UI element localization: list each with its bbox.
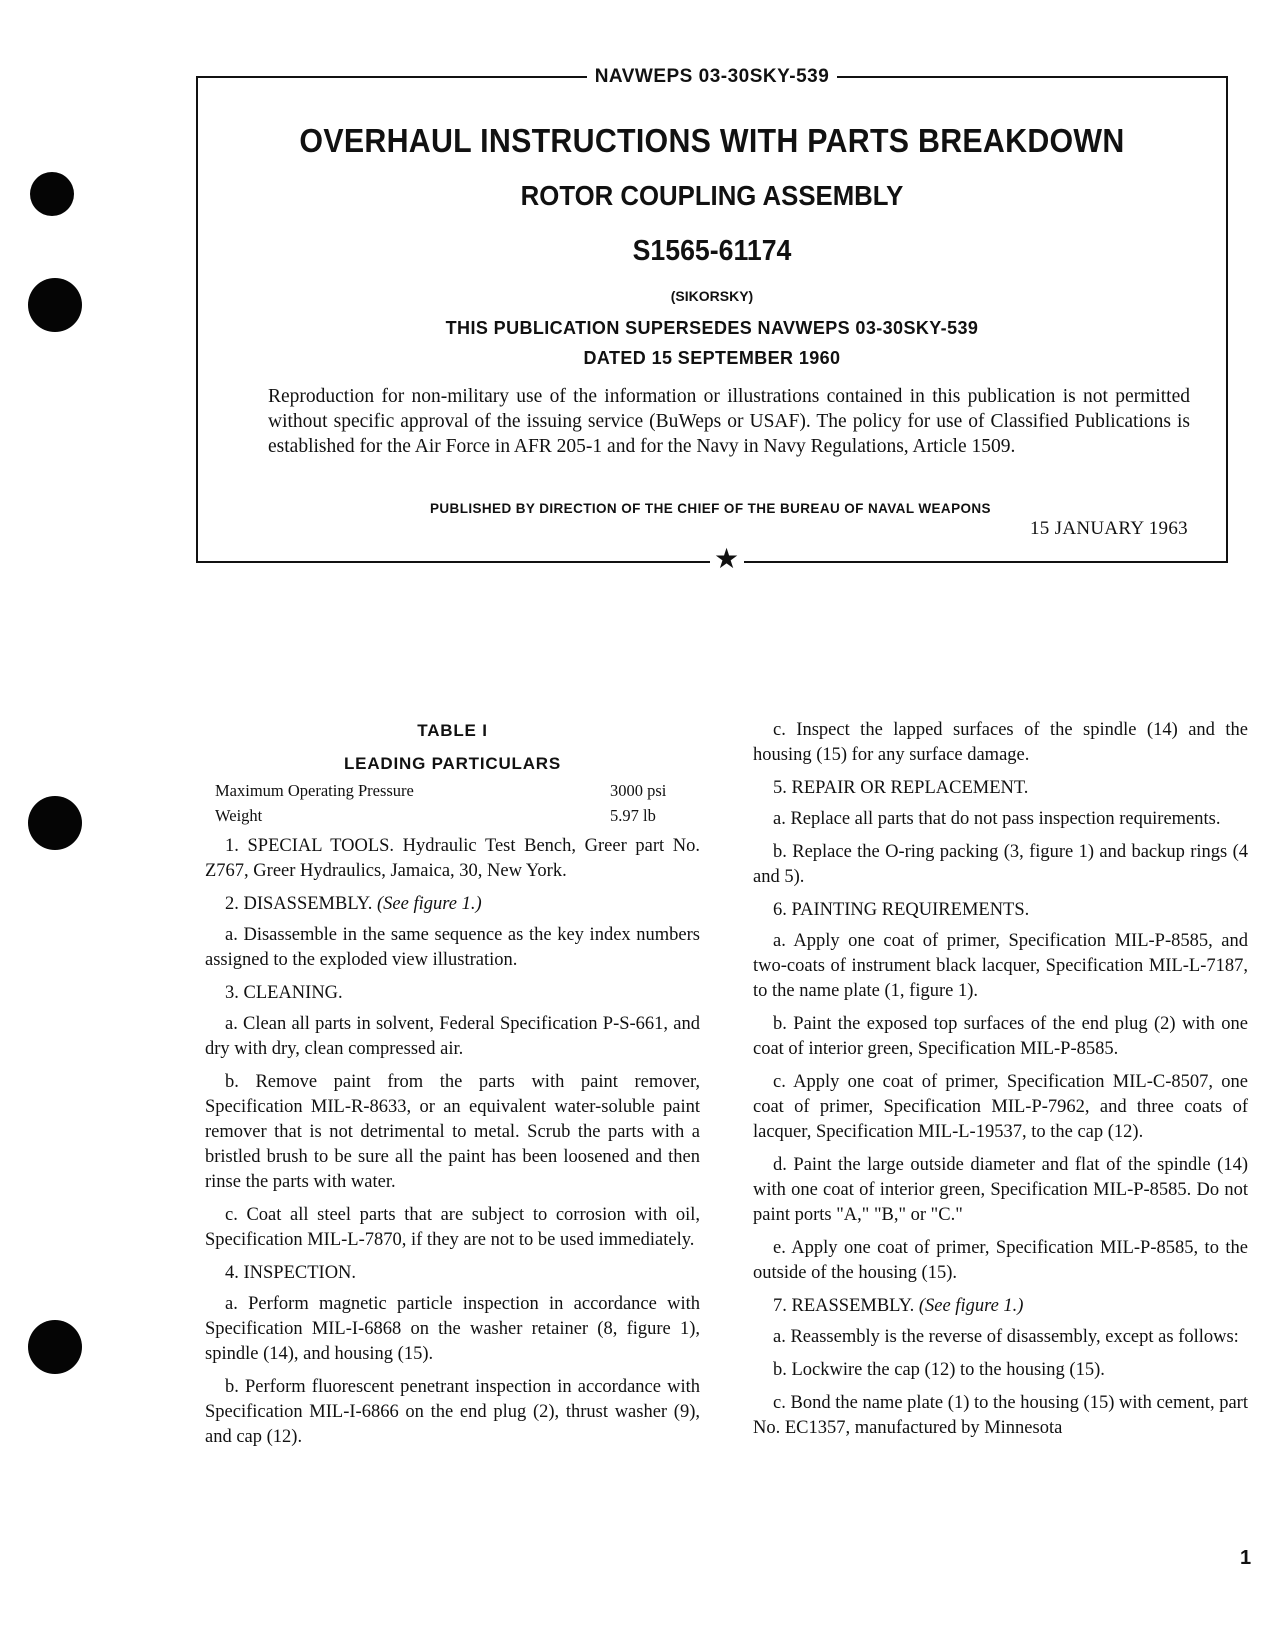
section-7-figure-ref: (See figure 1.) <box>918 1296 1024 1316</box>
published-by: PUBLISHED BY DIRECTION OF THE CHIEF OF THE BUREAU OF NAVAL WEAPONS <box>430 501 991 516</box>
table-cell-label: Weight <box>215 806 263 825</box>
section-6b: b. Paint the exposed top surfaces of the end plug (2) with one coat of interior green, Specification MIL-P-8585. <box>753 1014 1248 1059</box>
section-5b: b. Replace the O-ring packing (3, figure 1) and backup rings (4 and 5). <box>753 842 1248 887</box>
header-bottom-rule-right <box>744 561 1228 563</box>
star-separator: ★ <box>714 542 740 575</box>
doc-code-row <box>196 66 1228 86</box>
section-1-special-tools: 1. SPECIAL TOOLS. Hydraulic Test Bench, Greer part No. Z767, Greer Hydraulics, Jamaica, 30, New York. <box>205 836 700 881</box>
reproduction-notice: Reproduction for non-military use of the information or illustrations contained in this publication is not permitted without specific approval of the issuing service (BuWeps or USAF). The policy for use of Classified Publications is established for the Air Force in AFR 205-1 and for the Navy in Navy Regulations, Article 1509. <box>268 386 1190 457</box>
table-cell-label: Maximum Operating Pressure <box>215 781 414 800</box>
section-3c: c. Coat all steel parts that are subject to corrosion with oil, Specification MIL-L-7870, if they are not to be used immediately. <box>205 1205 700 1250</box>
table-row <box>205 803 700 828</box>
section-3b: b. Remove paint from the parts with paint remover, Specification MIL-R-8633, or an equivalent water-soluble paint remover that is not detrimental to metal. Scrub the parts with a bristled brush to be sure all the paint has been loosened and then rinse the parts with water. <box>205 1072 700 1192</box>
section-4c: c. Inspect the lapped surfaces of the spindle (14) and the housing (15) for any surface damage. <box>753 720 1248 765</box>
section-2-heading <box>205 892 700 917</box>
section-5-heading: 5. REPAIR OR REPLACEMENT. <box>773 778 1029 798</box>
section-4b: b. Perform fluorescent penetrant inspection in accordance with Specification MIL-I-6866 on the end plug (2), thrust washer (9), and cap (12). <box>205 1377 700 1447</box>
section-5a: a. Replace all parts that do not pass inspection requirements. <box>773 809 1221 829</box>
page-number: 1 <box>1240 1547 1252 1569</box>
section-2a: a. Disassemble in the same sequence as the key index numbers assigned to the exploded view illustration. <box>205 925 700 970</box>
table-cell-value: 5.97 lb <box>610 806 656 825</box>
section-7-title: 7. REASSEMBLY. <box>773 1296 915 1316</box>
section-4a: a. Perform magnetic particle inspection in accordance with Specification MIL-I-6868 on the washer retainer (8, figure 1), spindle (14), and housing (15). <box>205 1294 700 1364</box>
section-6c: c. Apply one coat of primer, Specification MIL-C-8507, one coat of primer, Specification MIL-P-7962, and three coats of lacquer, Specification MIL-L-19537, to the cap (12). <box>753 1072 1248 1142</box>
header-bottom-rule-left <box>196 561 710 563</box>
section-6a: a. Apply one coat of primer, Specification MIL-P-8585, and two-coats of instrument black lacquer, Specification MIL-L-7187, to the name plate (1, figure 1). <box>753 931 1248 1001</box>
section-2-title: 2. DISASSEMBLY. <box>225 894 373 914</box>
manufacturer: (SIKORSKY) <box>670 288 754 304</box>
right-column <box>753 718 1248 1449</box>
table-subtitle: LEADING PARTICULARS <box>344 754 561 773</box>
left-column <box>205 718 700 1458</box>
section-7-heading <box>753 1294 1248 1319</box>
superseded-date: DATED 15 SEPTEMBER 1960 <box>583 348 841 368</box>
binder-hole-4 <box>28 1320 82 1374</box>
publication-date: 15 JANUARY 1963 <box>1030 518 1188 539</box>
section-3a: a. Clean all parts in solvent, Federal Specification P-S-661, and dry with dry, clean compressed air. <box>205 1014 700 1059</box>
section-7a: a. Reassembly is the reverse of disassembly, except as follows: <box>773 1327 1239 1347</box>
table-cell-value: 3000 psi <box>610 781 667 800</box>
doc-title: OVERHAUL INSTRUCTIONS WITH PARTS BREAKDOWN <box>299 122 1125 159</box>
section-2-figure-ref: (See figure 1.) <box>377 894 482 914</box>
section-6d: d. Paint the large outside diameter and flat of the spindle (14) with one coat of interior green, Specification MIL-P-8585. Do not paint ports "A," "B," or "C." <box>753 1155 1248 1225</box>
section-6-heading: 6. PAINTING REQUIREMENTS. <box>773 900 1030 920</box>
doc-subtitle: ROTOR COUPLING ASSEMBLY <box>520 180 904 211</box>
doc-code: NAVWEPS 03-30SKY-539 <box>587 66 838 87</box>
header-right-rule <box>1226 76 1228 563</box>
section-7b: b. Lockwire the cap (12) to the housing (15). <box>773 1360 1105 1380</box>
table-title: TABLE I <box>417 721 488 740</box>
section-7c: c. Bond the name plate (1) to the housing (15) with cement, part No. EC1357, manufactured by Minnesota <box>753 1393 1248 1438</box>
leading-particulars-table <box>205 778 700 828</box>
binder-hole-3 <box>28 796 82 850</box>
binder-hole-1 <box>30 172 74 216</box>
table-row <box>205 778 700 803</box>
section-3-heading: 3. CLEANING. <box>225 983 343 1003</box>
binder-hole-2 <box>28 278 82 332</box>
supersedes-notice: THIS PUBLICATION SUPERSEDES NAVWEPS 03-30SKY-539 <box>445 318 979 338</box>
section-4-heading: 4. INSPECTION. <box>225 1263 357 1283</box>
section-6e: e. Apply one coat of primer, Specification MIL-P-8585, to the outside of the housing (15). <box>753 1238 1248 1283</box>
part-number: S1565-61174 <box>632 235 792 267</box>
